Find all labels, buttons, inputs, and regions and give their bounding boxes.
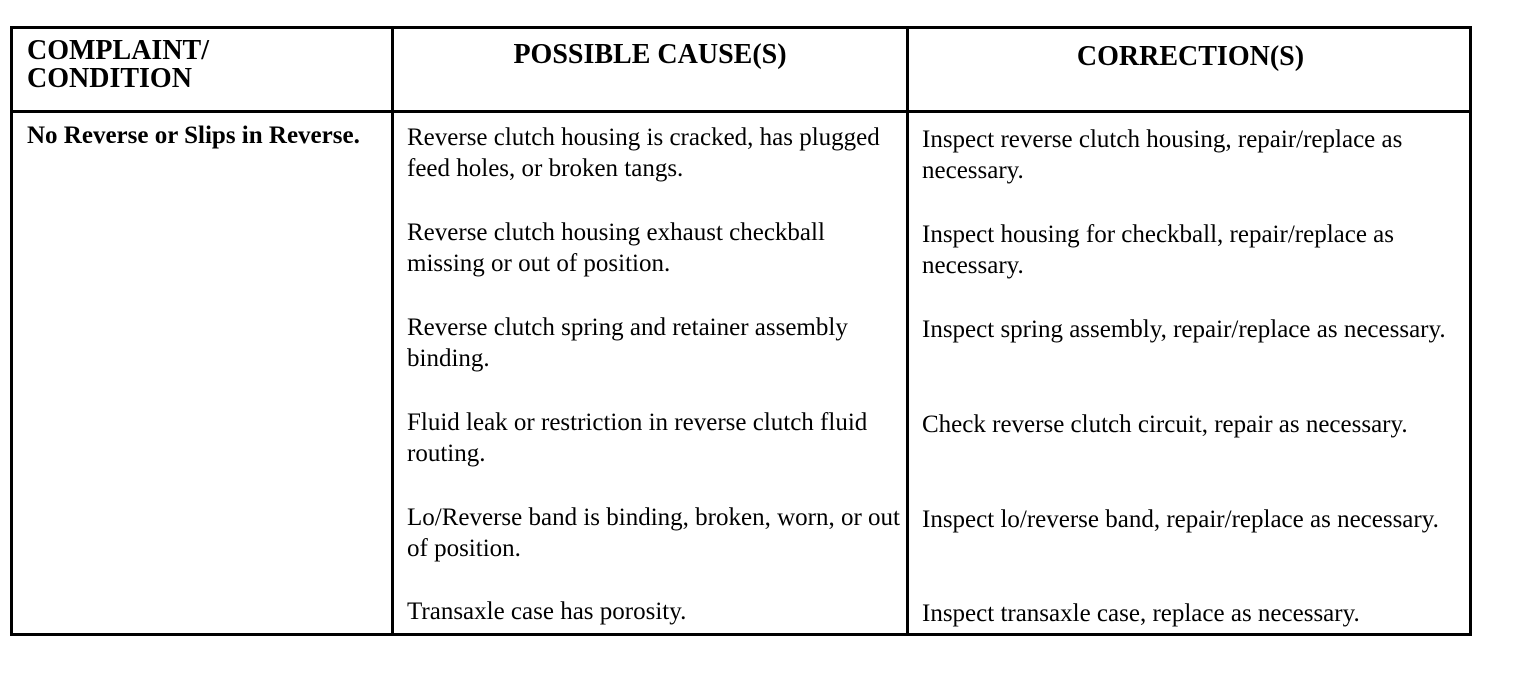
possible-cause: Reverse clutch housing is cracked, has plugged feed holes, or broken tangs. xyxy=(407,124,880,182)
table-row xyxy=(13,122,1469,202)
table-row xyxy=(13,312,1469,392)
possible-cause: Reverse clutch housing exhaust checkball missing or out of position. xyxy=(407,219,825,277)
possible-cause: Fluid leak or restriction in reverse clutch fluid routing. xyxy=(407,409,868,467)
table-row xyxy=(13,502,1469,582)
correction: Inspect transaxle case, replace as necessary. xyxy=(922,600,1360,627)
possible-cause: Transaxle case has porosity. xyxy=(407,598,687,625)
correction: Inspect lo/reverse band, repair/replace as necessary. xyxy=(922,506,1439,533)
correction: Inspect reverse clutch housing, repair/replace as necessary. xyxy=(922,126,1403,184)
header-possible-causes: POSSIBLE CAUSE(S) xyxy=(513,39,787,70)
table-row xyxy=(13,407,1469,487)
possible-cause: Reverse clutch spring and retainer assembly binding. xyxy=(407,314,848,372)
diagnosis-table xyxy=(10,26,1472,636)
correction: Inspect spring assembly, repair/replace as necessary. xyxy=(922,316,1446,343)
table-row xyxy=(13,596,1469,676)
possible-cause: Lo/Reverse band is binding, broken, worn, or out of position. xyxy=(407,504,900,562)
header-corrections: CORRECTION(S) xyxy=(1076,41,1305,72)
correction: Check reverse clutch circuit, repair as necessary. xyxy=(922,411,1408,438)
correction: Inspect housing for checkball, repair/replace as necessary. xyxy=(922,221,1395,279)
table-row xyxy=(13,217,1469,297)
header-complaint-line1: COMPLAINT/ xyxy=(27,35,209,66)
header-complaint-line2: CONDITION xyxy=(27,63,192,94)
header-complaint xyxy=(27,37,377,118)
complaint-condition: No Reverse or Slips in Reverse. xyxy=(27,122,360,149)
